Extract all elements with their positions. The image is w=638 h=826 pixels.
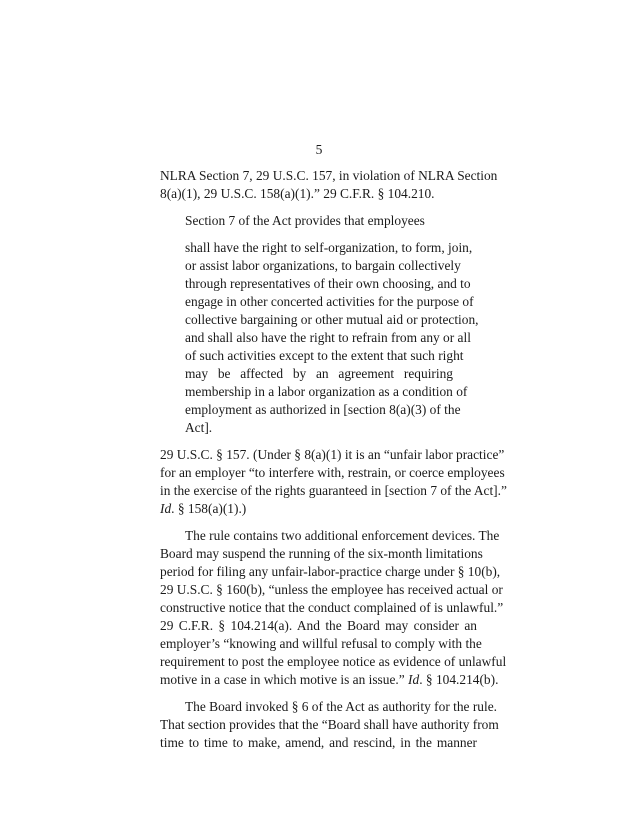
quote-line: or assist labor organizations, to bargain collectively — [185, 258, 461, 273]
paragraph-line: Board may suspend the running of the six-month limitations — [160, 546, 483, 561]
citation-text: . § 104.214(b). — [419, 672, 499, 687]
quote-line: employment as authorized in [section 8(a)(3) of the — [185, 402, 461, 417]
paragraph-line: 29 U.S.C. § 160(b), “unless the employee has received actual or — [160, 582, 503, 597]
page-number: 5 — [315, 142, 323, 157]
citation-text: . § 158(a)(1).) — [171, 501, 247, 516]
paragraph-line: time to time to make, amend, and rescind, in the manner — [160, 735, 477, 750]
paragraph-line: constructive notice that the conduct complained of is unlawful.” — [160, 600, 504, 615]
quote-line: of such activities except to the extent that such right — [185, 348, 464, 363]
paragraph-line: 29 C.F.R. § 104.214(a). And the Board may consider an — [160, 618, 477, 633]
quote-line: collective bargaining or other mutual aid or protection, — [185, 312, 479, 327]
quote-line: Act]. — [185, 420, 213, 435]
paragraph-line: 29 U.S.C. § 157. (Under § 8(a)(1) it is an “unfair labor practice” — [160, 447, 505, 462]
paragraph-line: Section 7 of the Act provides that employees — [185, 213, 425, 228]
quote-line: and shall also have the right to refrain from any or all — [185, 330, 471, 345]
paragraph-line: period for filing any unfair-labor-practice charge under § 10(b), — [160, 564, 501, 579]
paragraph-line: 8(a)(1), 29 U.S.C. 158(a)(1).” 29 C.F.R. § 104.210. — [160, 186, 435, 201]
id-citation: Id — [408, 672, 420, 687]
citation-text: motive in a case in which motive is an issue.” — [160, 672, 409, 687]
paragraph-line: for an employer “to interfere with, restrain, or coerce employees — [160, 465, 505, 480]
paragraph-line: in the exercise of the rights guaranteed in [section 7 of the Act].” — [160, 483, 507, 498]
quote-line: through representatives of their own choosing, and to — [185, 276, 471, 291]
paragraph-line — [160, 500, 477, 518]
paragraph-line: The rule contains two additional enforcement devices. The — [185, 528, 500, 543]
paragraph-line: The Board invoked § 6 of the Act as authority for the rule. — [185, 699, 497, 714]
quote-line: membership in a labor organization as a condition of — [185, 384, 468, 399]
quote-line: engage in other concerted activities for the purpose of — [185, 294, 474, 309]
id-citation: Id — [160, 501, 172, 516]
paragraph-line: employer’s “knowing and willful refusal to comply with the — [160, 636, 482, 651]
quote-line: shall have the right to self-organization, to form, join, — [185, 240, 473, 255]
paragraph-line: That section provides that the “Board shall have authority from — [160, 717, 499, 732]
paragraph-line: requirement to post the employee notice as evidence of unlawful — [160, 654, 507, 669]
paragraph-line: NLRA Section 7, 29 U.S.C. 157, in violation of NLRA Section — [160, 168, 498, 183]
paragraph-line — [160, 671, 499, 689]
quote-line: may be affected by an agreement requiring — [185, 366, 453, 381]
